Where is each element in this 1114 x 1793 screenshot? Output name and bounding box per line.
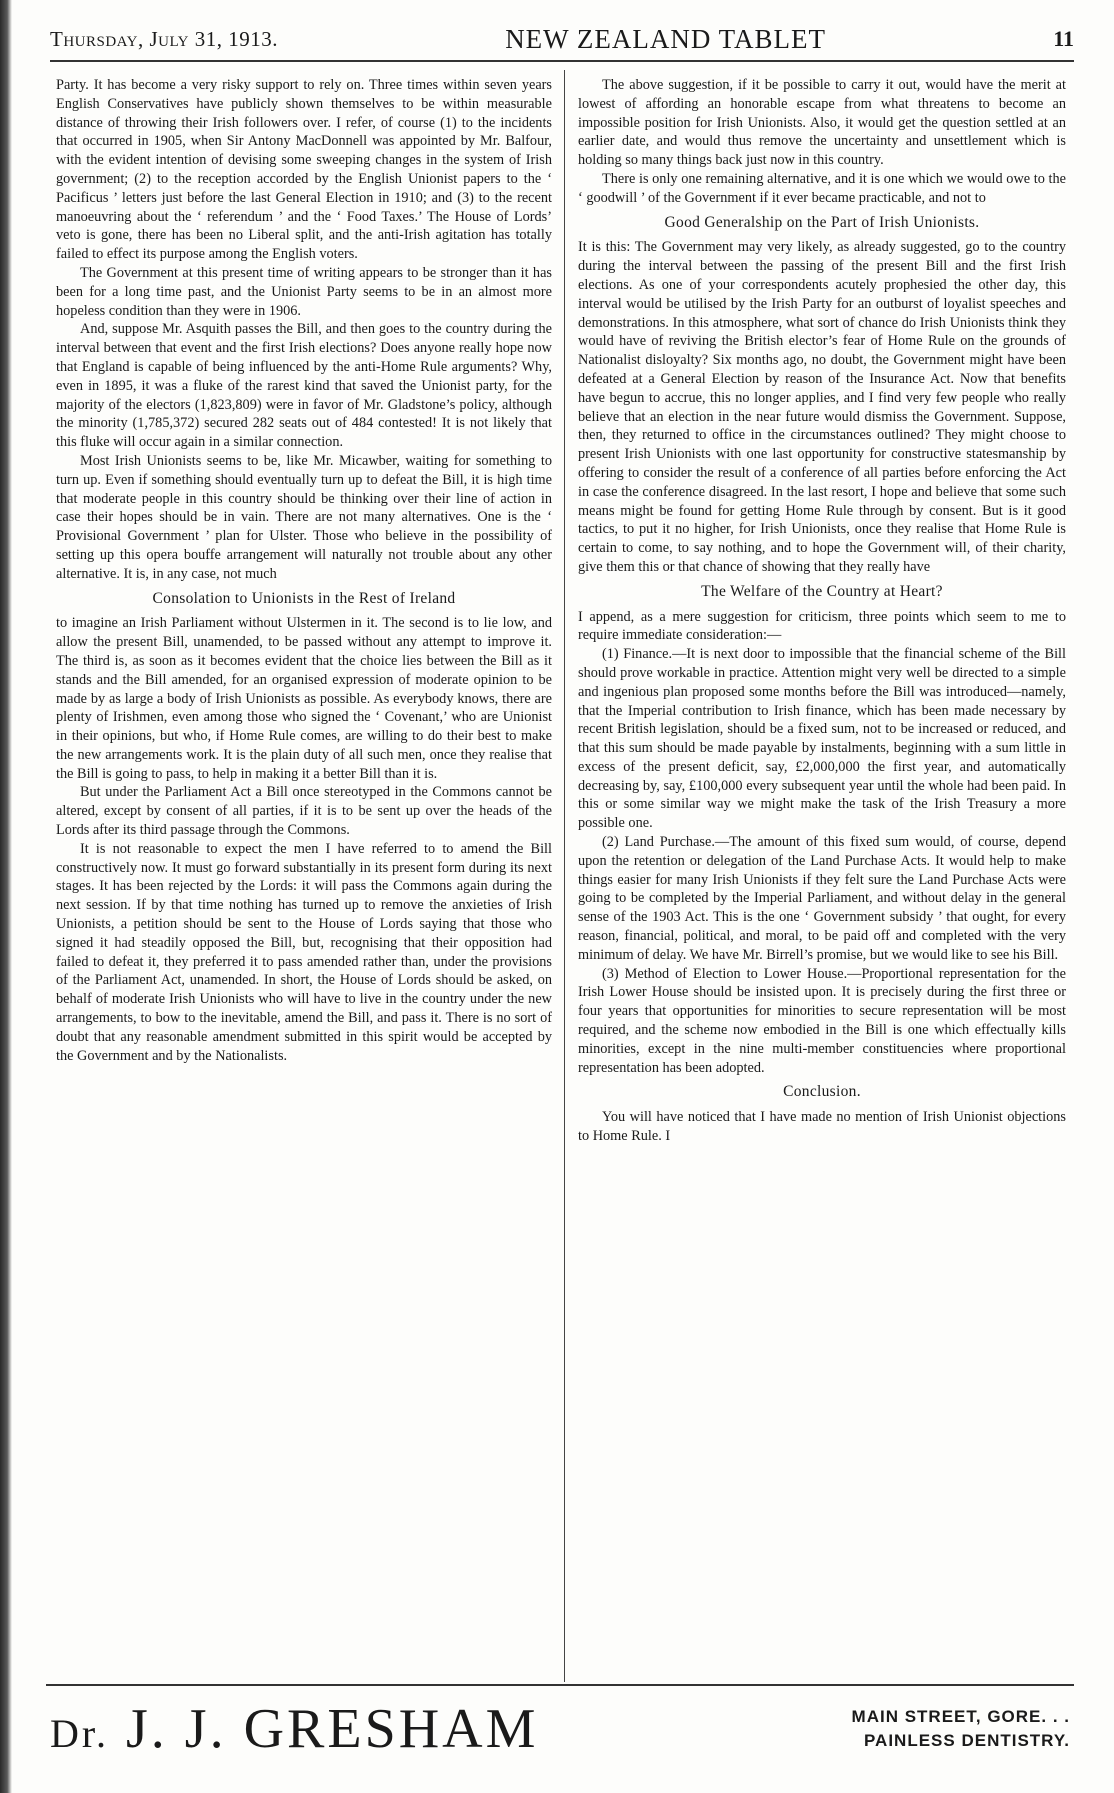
right-column-paragraph: It is this: The Government may very likely, as already suggested, go to the country during the interval between the passing of the present Bill and the first Irish elections. As one of your correspondents acutely prophesied the other day, this interval would be utilised by the Irish Party for an outburst of loyalist speeches and demonstrations. In this atmosphere, what sort of chance do Irish Unionists think they would have of reviving the British elector’s fear of Home Rule on the grounds of Nationalist disloyalty? Six months ago, no doubt, the Government might have been defeated at a General Election by reason of the Insurance Act. Now that benefits have begun to accrue, this no longer applies, and I find very few people who really believe that an election in the near future would dismiss the Government. Suppose, then, they returned to office in the circumstances outlined? They might choose to present Irish Unionists with one last opportunity for constructive statesmanship by offering to consider the result of a conference of all parties before enforcing the Act in case the conference disagreed. In the last resort, I hope and believe that some such means might be found for getting Home Rule through by consent. But is it good tactics, to put it no higher, for Irish Unionists, once they realise that Home Rule is certain to come, to say nothing, and to hope the Government will, of their charity, give them this or that chance of showing that they really have bbox=[578, 239, 1066, 575]
advertiser-address bbox=[852, 1705, 1074, 1753]
left-column-paragraph: Most Irish Unionists seems to be, like Mr. Micawber, waiting for something to turn up. Even if something should eventually turn up to defeat the Bill, it is high time that moderate people in this country should be thinking over their line of action in case their hopes should be in vain. There are not many alternatives. One is the ‘ Provisional Government ’ plan for Ulster. Those who believe in the possibility of setting up this opera bouffe arrangement will naturally not trouble about any other alternative. It is, in any case, not much bbox=[56, 452, 552, 582]
right-column-paragraph: I append, as a mere suggestion for criticism, three points which seem to me to require immediate consideration:— bbox=[578, 608, 1066, 644]
header-title: NEW ZEALAND TABLET bbox=[505, 23, 826, 54]
right-column-subheading: Good Generalship on the Part of Irish Unionists. bbox=[664, 213, 980, 231]
right-column-paragraph: (3) Method of Election to Lower House.—Proportional representation for the Irish Lower House should be insisted upon. It is precisely during the first three or four years that opportunities for minorities to secure representation will be most required, and the scheme now embodied in the Bill is one which effectually kills minorities, except in the nine multi-member constituencies where proportional representation has been adopted. bbox=[578, 965, 1066, 1076]
advertisement bbox=[50, 1694, 1074, 1764]
right-column-subheading: The Welfare of the Country at Heart? bbox=[701, 582, 943, 600]
advertiser-name-prefix: Dr. bbox=[50, 1711, 109, 1756]
left-column-paragraph: But under the Parliament Act a Bill once stereotyped in the Commons cannot be altered, except by consent of all parties, if it is to be sent up over the heads of the Lords after its third passage through the Commons. bbox=[56, 784, 552, 839]
left-column-paragraph: It is not reasonable to expect the men I have referred to to amend the Bill constructively now. It must go forward substantially in its present form during its next stages. It has been rejected by the Lords: it will pass the Commons again during the next session. If by that time nothing has turned up to remove the anxieties of Irish Unionists, a petition should be sent to the House of Lords saying that those who signed it had steadily opposed the Bill, but, recognising that their opposition had failed to defeat it, they preferred it to pass amended rather than, under the provisions of the Parliament Act, unamended. In short, the House of Lords should be asked, on behalf of moderate Irish Unionists who will have to live in the country under the new arrangements, to bow to the inevitable, amend the Bill, and pass it. There is no sort of doubt that any reasonable amendment submitted in this spirit would be accepted by the Government and by the Nationalists. bbox=[56, 840, 552, 1064]
header-date: Thursday, July 31, 1913. bbox=[50, 26, 278, 51]
advertiser-name-main: J. J. GRESHAM bbox=[126, 1698, 539, 1760]
page-header bbox=[50, 18, 1074, 62]
right-column-paragraph: You will have noticed that I have made no mention of Irish Unionist objections to Home Rule. I bbox=[578, 1109, 1066, 1145]
left-column-paragraph: Party. It has become a very risky support to rely on. Three times within seven years English Conservatives have publicly shown themselves to be within measurable distance of throwing their Irish followers over. I refer, of course (1) to the incidents that occurred in 1905, when Sir Antony MacDonnell was appointed by Mr. Balfour, with the evident intention of devising some sweeping changes in the system of Irish government; (2) to the reception accorded by the English Unionist papers to the ‘ Pacificus ’ letters just before the last General Election in 1910; and (3) to the recent manoeuvring about the ‘ referendum ’ and the ‘ Food Taxes.’ The House of Lords’ veto is gone, there has been no Liberal split, and the anti-Irish agitation has totally failed to effect its purpose among the English voters. bbox=[56, 77, 552, 263]
left-column-paragraph: And, suppose Mr. Asquith passes the Bill, and then goes to the country during the interval between that event and the first Irish elections? Does anyone really hope now that England is capable of being influenced by the anti-Home Rule arguments? Why, even in 1895, it was a fluke of the rarest kind that saved the Unionist party, for the majority of the electors (1,823,809) were in favor of Mr. Gladstone’s policy, although the minority (1,785,372) secured 282 seats out of 484 contested! It is not likely that this fluke will occur again in a similar connection. bbox=[56, 321, 552, 451]
advertiser-name bbox=[50, 1698, 539, 1760]
left-column bbox=[56, 76, 552, 1674]
advertiser-address-line: MAIN STREET, GORE. . . bbox=[851, 1707, 1070, 1726]
binding-edge bbox=[0, 0, 12, 1793]
advertisement-divider bbox=[46, 1684, 1074, 1686]
header-page-number: 11 bbox=[1053, 26, 1074, 51]
right-column-paragraph: The above suggestion, if it be possible to carry it out, would have the merit at lowest of affording an honorable escape from what threatens to become an impossible position for Irish Unionists. Also, it would get the question settled at an earlier date, and would thus remove the uncertainty and unsettlement which is holding so many things back just now in this country. bbox=[578, 77, 1066, 169]
advertiser-service-line: PAINLESS DENTISTRY. bbox=[863, 1731, 1070, 1750]
right-column-paragraph: There is only one remaining alternative, and it is one which we would owe to the ‘ goodwill ’ of the Government if it ever became practicable, and not to bbox=[578, 170, 1066, 206]
left-column-paragraph: The Government at this present time of writing appears to be stronger than it has been for a long time past, and the Unionist Party seems to be in an almost more hopeless condition than they were in 1906. bbox=[56, 264, 552, 319]
right-column-paragraph: (2) Land Purchase.—The amount of this fixed sum would, of course, depend upon the retention or delegation of the Land Purchase Acts. It would help to make things easier for many Irish Unionists if they felt sure the Land Purchase Acts were going to be completed by the Imperial Parliament, and without delay in the general sense of the 1903 Act. This is the one ‘ Government subsidy ’ that ought, for every reason, financial, political, and moral, to be paid off and completed with the very minimum of delay. We have Mr. Birrell’s promise, but we would like to see his Bill. bbox=[578, 834, 1066, 963]
left-column-subheading: Consolation to Unionists in the Rest of Ireland bbox=[152, 589, 456, 607]
left-column-paragraph: to imagine an Irish Parliament without Ulstermen in it. The second is to lie low, and allow the present Bill, unamended, to be passed without any attempt to improve it. The third is, as soon as it becomes evident that the choice lies between the Bill as it stands and the Bill amended, for an organised expression of moderate opinion to be made by as large a body of Irish Unionists as possible. As everybody knows, there are plenty of Irishmen, even among those who signed the ‘ Covenant,’ who are Unionist in their opinions, but who, if Home Rule comes, are willing to do their best to make the new arrangements work. It is the plain duty of all such men, once they realise that the Bill is going to pass, to help in making it a better Bill than it is. bbox=[56, 615, 552, 782]
column-divider bbox=[564, 70, 565, 1682]
right-column-paragraph: (1) Finance.—It is next door to impossible that the financial scheme of the Bill should prove workable in practice. Attention might very well be directed to a simple and ingenious plan proposed some months before the Bill was introduced—namely, that the Imperial contribution to Irish finance, which has been made necessary by recent British legislation, should be a fixed sum, not to be increased or reduced, and that this sum should be made payable by instalments, beginning with a sum little in excess of the present deficit, say, £2,000,000 the first year, and automatically decreasing by, say, £100,000 every subsequent year until the whole had been paid. In this or some similar way we might make the task of the Irish Treasury a more possible one. bbox=[578, 646, 1066, 832]
right-column-subheading: Conclusion. bbox=[783, 1083, 861, 1101]
right-column bbox=[578, 76, 1066, 1674]
